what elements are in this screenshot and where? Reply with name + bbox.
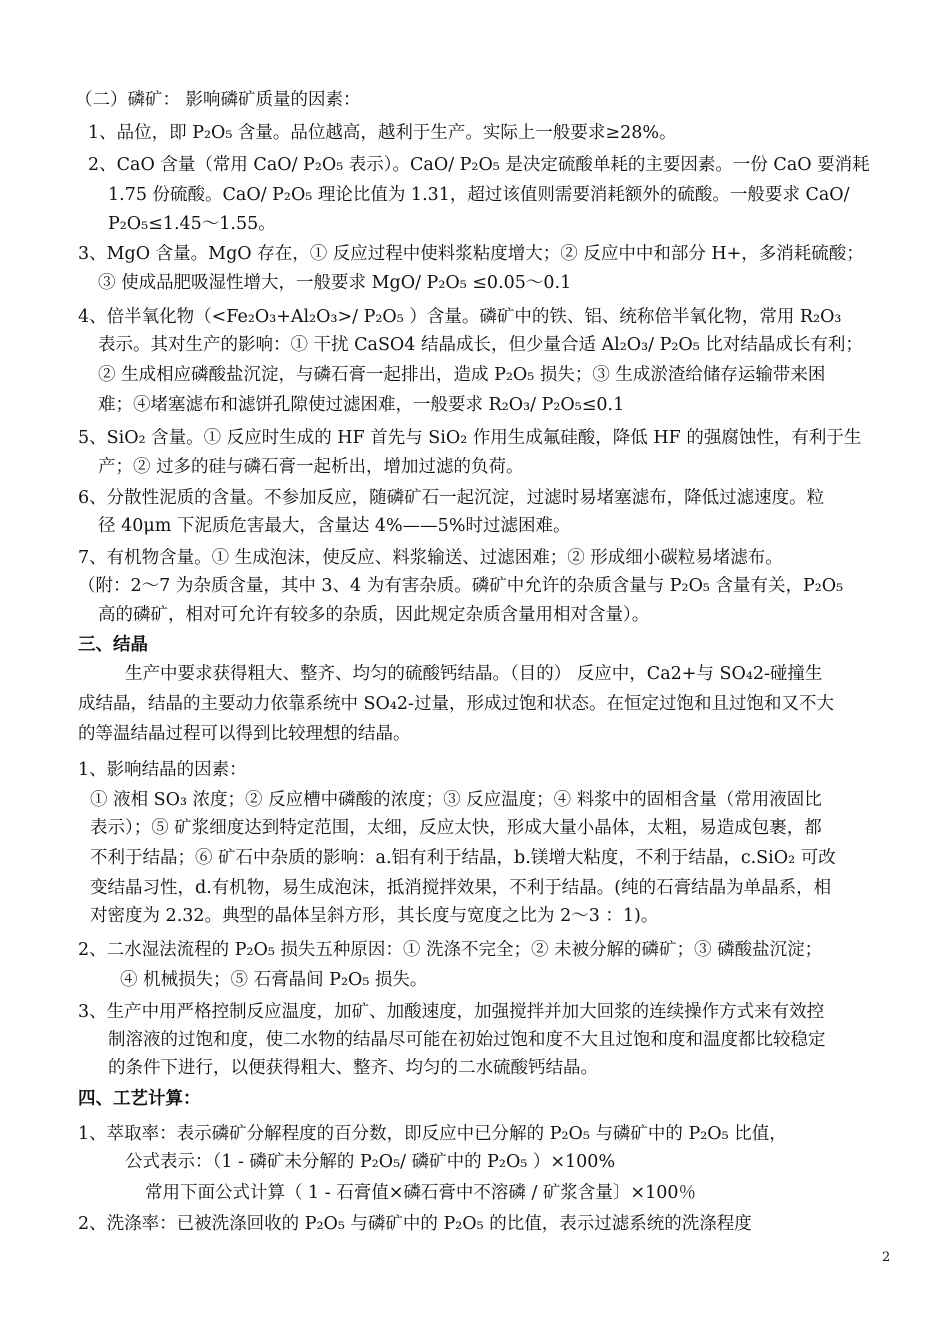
text-line: ① 液相 SO₃ 浓度；② 反应槽中磷酸的浓度；③ 反应温度；④ 料浆中的固相含量（常用液固比: [90, 790, 822, 810]
text-line: 径 40μm 下泥质危害最大，含量达 4%——5%时过滤困难。: [98, 516, 571, 536]
text-line: （二）磷矿： 影响磷矿质量的因素：: [75, 90, 361, 110]
text-line: 表示。其对生产的影响：① 干扰 CaSO4 结晶成长，但少量合适 Al₂O₃/ P₂O₅ 比对结晶成长有利；: [98, 335, 863, 355]
text-line: 常用下面公式计算（ 1 - 石膏值×磷石膏中不溶磷 / 矿浆含量〕×100％: [145, 1183, 696, 1203]
text-line: ② 生成相应磷酸盐沉淀，与磷石膏一起排出，造成 P₂O₅ 损失；③ 生成淤渣给储存运输带来困: [98, 365, 826, 385]
text-line: 难；④堵塞滤布和滤饼孔隙使过滤困难，一般要求 R₂O₃/ P₂O₅≤0.1: [98, 395, 625, 415]
text-line: 产；② 过多的硅与磷石膏一起析出，增加过滤的负荷。: [98, 457, 524, 477]
text-line: 1.75 份硫酸。CaO/ P₂O₅ 理论比值为 1.31，超过该值则需要消耗额外的硫酸。一般要求 CaO/: [108, 185, 850, 205]
text-line: ③ 使成品肥吸湿性增大，一般要求 MgO/ P₂O₅ ≤0.05～0.1: [98, 273, 572, 293]
page-number: 2: [882, 1250, 891, 1265]
section-heading: 三、结晶: [78, 635, 148, 655]
text-line: 1、影响结晶的因素：: [78, 760, 247, 780]
text-line: 2、二水湿法流程的 P₂O₅ 损失五种原因：① 洗涤不完全；② 未被分解的磷矿；③ 磷酸盐沉淀；: [78, 940, 823, 960]
text-line: 变结晶习性，d.有机物，易生成泡沫，抵消搅拌效果，不利于结晶。(纯的石膏结晶为单晶系，相: [90, 878, 832, 898]
text-line: 高的磷矿，相对可允许有较多的杂质，因此规定杂质含量用相对含量）。: [98, 605, 650, 625]
text-line: 4、倍半氧化物（<Fe₂O₃+Al₂O₃>/ P₂O₅ ）含量。磷矿中的铁、铝、统称倍半氧化物，常用 R₂O₃: [78, 307, 842, 327]
text-line: 的条件下进行，以便获得粗大、整齐、均匀的二水硫酸钙结晶。: [108, 1058, 598, 1078]
text-line: 1、萃取率：表示磷矿分解程度的百分数，即反应中已分解的 P₂O₅ 与磷矿中的 P₂O₅ 比值，: [78, 1124, 787, 1144]
text-line: 3、生产中用严格控制反应温度，加矿、加酸速度，加强搅拌并加大回浆的连续操作方式来有效控: [78, 1002, 825, 1022]
text-line: P₂O₅≤1.45～1.55。: [108, 214, 276, 234]
text-line: 1、品位，即 P₂O₅ 含量。品位越高，越利于生产。实际上一般要求≥28%。: [88, 123, 677, 143]
text-line: 表示）；⑤ 矿浆细度达到特定范围，太细，反应太快，形成大量小晶体，太粗，易造成包裹，都: [90, 818, 822, 838]
text-line: 对密度为 2.32。典型的晶体呈斜方形，其长度与宽度之比为 2～3 ：1)。: [90, 906, 659, 926]
text-line: 6、分散性泥质的含量。不参加反应，随磷矿石一起沉淀，过滤时易堵塞滤布，降低过滤速度。粒: [78, 488, 825, 508]
text-line: 7、有机物含量。① 生成泡沫，使反应、料浆输送、过滤困难；② 形成细小碳粒易堵滤布。: [78, 548, 783, 568]
text-line: 制溶液的过饱和度，使二水物的结晶尽可能在初始过饱和度不大且过饱和度和温度都比较稳定: [108, 1030, 826, 1050]
text-line: 不利于结晶；⑥ 矿石中杂质的影响：a.铝有利于结晶，b.镁增大粘度，不利于结晶，c.SiO₂ 可改: [90, 848, 836, 868]
text-line: 成结晶，结晶的主要动力依靠系统中 SO₄2-过量，形成过饱和状态。在恒定过饱和且过饱和又不大: [78, 694, 834, 714]
text-line: 公式表示：（1 - 磷矿未分解的 P₂O₅/ 磷矿中的 P₂O₅ ）×100%: [125, 1152, 616, 1172]
section-heading: 四、工艺计算：: [78, 1089, 201, 1109]
text-line: 生产中要求获得粗大、整齐、均匀的硫酸钙结晶。（目的） 反应中，Ca2+与 SO₄2-碰撞生: [125, 664, 823, 684]
text-line: 2、洗涤率：已被洗涤回收的 P₂O₅ 与磷矿中的 P₂O₅ 的比值，表示过滤系统的洗涤程度: [78, 1214, 752, 1234]
text-line: 3、MgO 含量。MgO 存在，① 反应过程中使料浆粘度增大；② 反应中中和部分 H+，多消耗硫酸；: [78, 244, 864, 264]
text-line: 2、CaO 含量（常用 CaO/ P₂O₅ 表示）。CaO/ P₂O₅ 是决定硫酸单耗的主要因素。一份 CaO 要消耗: [88, 155, 870, 175]
text-line: 的等温结晶过程可以得到比较理想的结晶。: [78, 724, 411, 744]
text-line: ④ 机械损失；⑤ 石膏晶间 P₂O₅ 损失。: [120, 970, 428, 990]
text-line: 5、SiO₂ 含量。① 反应时生成的 HF 首先与 SiO₂ 作用生成氟硅酸，降低 HF 的强腐蚀性，有利于生: [78, 428, 862, 448]
text-line: （附：2～7 为杂质含量，其中 3、4 为有害杂质。磷矿中允许的杂质含量与 P₂O₅ 含量有关，P₂O₅: [78, 576, 844, 596]
